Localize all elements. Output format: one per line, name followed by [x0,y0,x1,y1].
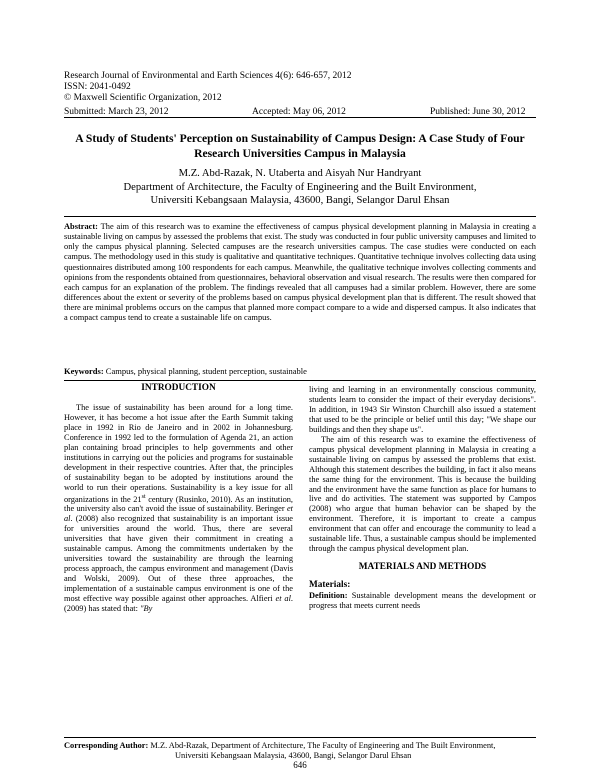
page-number: 646 [293,760,307,770]
keywords-label: Keywords: [64,366,104,376]
accepted-date: Accepted: May 06, 2012 [252,107,346,117]
right-paragraph-2: The aim of this research was to examine the effectiveness of campus physical development planning in Malaysia in creating a sustainable living on campus by assessed the problems that exist. Although this statement describes the building, in fact it also means the same thing for the environment. This is because the building and the environment have the same function as place for humans to live and do activities. The statement was supported by Campos (2008) who argue that human behavior can be shaped by the environment. Therefore, it is important to create a campus environment that can offer and encourage the community to lead a sustainable life. Thus, a sustainable campus should be implemented through the campus physical development plan. [309,434,536,554]
issn-line: ISSN: 2041-0492 [64,82,131,92]
definition-text: Sustainable development means the development or progress that meets current needs [309,591,536,611]
intro-quote-start: "By [140,603,153,613]
right-column [309,385,536,611]
footer-rule [64,737,536,738]
keywords [64,366,536,376]
corresponding-author-label: Corresponding Author: [64,741,149,750]
journal-line: Research Journal of Environmental and Earth Sciences 4(6): 646-657, 2012 [64,71,352,81]
affiliation-line-1: Department of Architecture, the Faculty of Engineering and the Built Environment, [123,182,477,193]
intro-text-d: . (2009) has stated that: [64,593,293,613]
copyright-line: © Maxwell Scientific Organization, 2012 [64,93,222,103]
submitted-date: Submitted: March 23, 2012 [64,107,169,117]
intro-etal-2: et al [275,593,291,603]
corresponding-author-line-2: Universiti Kebangsaan Malaysia, 43600, Bangi, Selangor Darul Ehsan [175,750,412,760]
materials-methods-heading: MATERIALS AND METHODS [358,562,487,573]
materials-subheading: Materials: [309,580,351,591]
right-paragraph-1: living and learning in an environmentally conscious community, students learn to consider the impact of their everyday decisions". In addition, in 1943 Sir Winston Churchill also issued a statement that used to be the principle or belief until this day; "We shape our buildings and then they shape us". [309,385,536,434]
intro-text-a: The issue of sustainability has been around for a long time. However, it has become a hot issue after the Earth Summit taking place in 1992 in Rio de Janeiro and in 2002 in Johannesburg. Conference in 1992 led to the formulation of Agenda 21, an action plan containing broad principles to help governments and other institutions in carrying out the policies and programs for sustainable development in their respective countries. After that, the principles of sustainability began to be adopted by institutions around the world to run their operations. Sustainability is a key issue for all organizations in the 21 [64,402,293,504]
paper-title: A Study of Students' Perception on Sustainability of Campus Design: A Case Study of Four Research Universities Campus in Malaysia [75,132,525,160]
keywords-rule [64,380,536,381]
corresponding-author-line-1: M.Z. Abd-Razak, Department of Architecture, The Faculty of Engineering and The Built Environment, [148,741,496,750]
left-column [64,384,293,614]
affiliation-line-2: Universiti Kebangsaan Malaysia, 43600, Bangi, Selangor Darul Ehsan [150,195,450,206]
intro-etal-1: et al [64,504,293,524]
title-rule [64,216,536,217]
abstract [64,222,536,324]
definition-label: Definition: [309,591,348,601]
published-date: Published: June 30, 2012 [430,107,526,117]
intro-text-b: century (Rusinko, 2010). As an institution, the university also can't avoid the issue of sustainability. Beringer [64,494,293,514]
keywords-text: Campus, physical planning, student perception, sustainable [105,366,307,376]
abstract-label: Abstract: [64,222,98,231]
intro-text-c: . (2008) also recognized that sustainability is an important issue for universities around the world. Thus, there are several universities that have given their commitment in creating a sustainable campus. Among the commitments undertaken by the universities toward the sustainability are through the learning process approach, the campus environment and management (Davis and Wolski, 2009). Out of these three approaches, the implementation of a sustainable campus environment is one of the most effective way possible against other approaches. Alfieri [64,514,293,603]
header-rule [64,117,536,118]
definition-paragraph [309,591,536,611]
introduction-paragraph [64,403,293,614]
authors: M.Z. Abd-Razak, N. Utaberta and Aisyah Nur Handryant [178,168,422,179]
introduction-heading: INTRODUCTION [141,383,216,393]
corresponding-author [64,741,536,760]
abstract-text: The aim of this research was to examine the effectiveness of campus physical development planning in Malaysia in creating a sustainable living on campus by assessed the problems that exist. The study was conducted in four public university campuses and limited to only the campus physical planning. Selected campuses are the research universities campus. The case studies were conducted on each campus. The methodology used in this study is qualitative and quantitative techniques. Quantitative technique involves collecting data using questionnaires distributed among 100 respondents for each campus. Meanwhile, the qualitative technique involves collecting comments and opinions from the respondents obtained from questionnaires, behavioral observation and visual research. The results were then compared for each campus for an explanation of the problem. The findings revealed that all campuses had a similar problem. However, there are some differences about the extent or severity of the problems based on campus physical development plan that is different. The result showed that there are minimal problems occurs on the campus that planned more compact compare to a wide and dispersed campus. It also indicates that a compact campus tend to create a sustainable life on campus. [64,222,536,323]
intro-superscript: st [141,493,146,500]
